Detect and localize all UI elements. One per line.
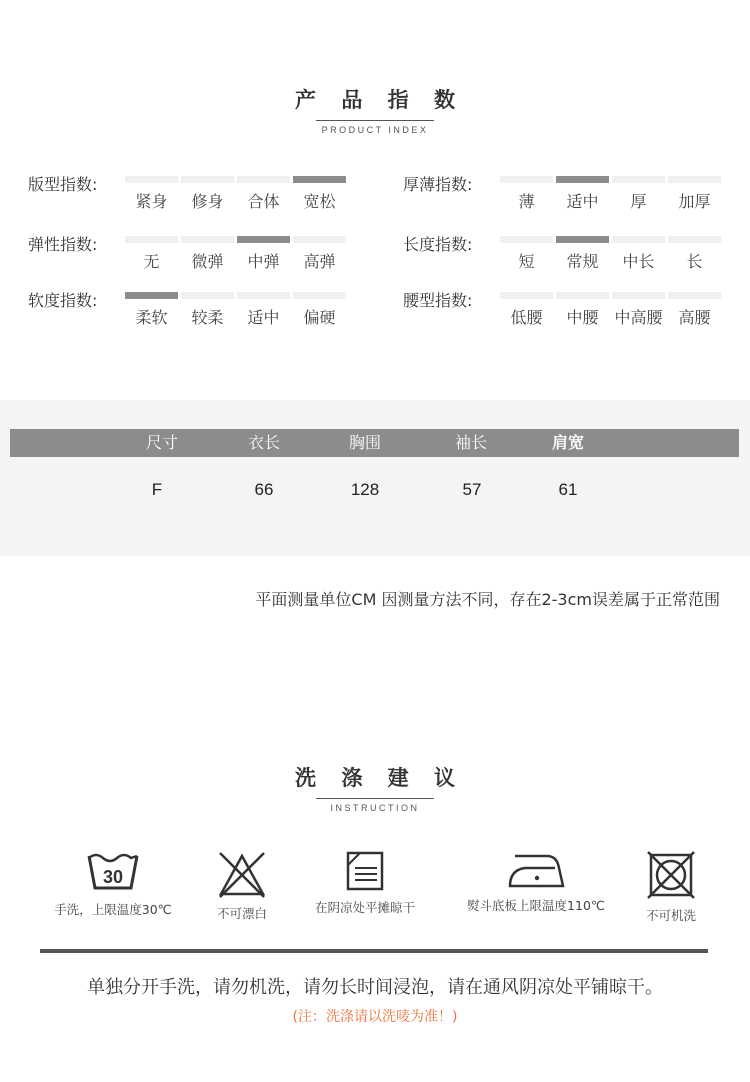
index-option: 中高腰	[614, 308, 663, 327]
wash-temp-number: 30	[102, 867, 124, 887]
index-bar	[293, 236, 346, 243]
index-bar	[181, 176, 234, 183]
index-option: 适中	[566, 192, 599, 211]
value-length: 66	[254, 480, 274, 499]
care-item-hand-wash	[43, 850, 183, 918]
index-bar	[500, 236, 553, 243]
measurement-note: 平面测量单位CM 因测量方法不同，存在2-3cm误差属于正常范围	[255, 590, 720, 609]
washing-heading	[0, 762, 750, 813]
index-bar	[237, 176, 290, 183]
index-bar	[612, 236, 665, 243]
product-index-heading	[0, 84, 750, 135]
index-label: 长度指数:	[403, 235, 473, 254]
care-item-no-bleach	[172, 850, 312, 922]
index-bar	[612, 292, 665, 299]
index-bar-selected	[556, 236, 609, 243]
dry-flat-in-shade-icon	[345, 850, 385, 892]
hand-wash-30-icon	[85, 850, 141, 894]
product-index-subtitle: PRODUCT INDEX	[321, 125, 429, 135]
care-item-iron	[466, 850, 606, 914]
title-underline	[316, 798, 434, 799]
care-divider	[40, 949, 708, 953]
index-option: 宽松	[303, 192, 336, 211]
index-label: 软度指数:	[28, 291, 98, 310]
washing-title: 洗 涤 建 议	[295, 766, 464, 790]
header-length: 衣长	[247, 433, 280, 452]
no-bleach-icon	[217, 850, 267, 898]
index-option: 修身	[191, 192, 224, 211]
header-sleeve: 袖长	[454, 433, 487, 452]
size-table-panel	[0, 400, 750, 556]
care-item-dry-flat	[295, 850, 435, 916]
care-caption: 熨斗底板上限温度110℃	[467, 898, 605, 913]
no-machine-dry-icon	[646, 850, 696, 900]
wash-note: (注：洗涤请以洗唛为准！)	[292, 1009, 458, 1025]
index-bar	[500, 292, 553, 299]
index-bar	[556, 292, 609, 299]
size-table-header	[10, 429, 739, 457]
index-option: 短	[518, 252, 535, 271]
index-option: 常规	[566, 252, 599, 271]
iron-low-icon	[507, 850, 565, 890]
index-option: 中腰	[566, 308, 599, 327]
index-option: 中长	[622, 252, 655, 271]
index-option: 紧身	[135, 192, 168, 211]
product-index-title: 产 品 指 数	[295, 88, 464, 112]
index-option: 低腰	[510, 308, 543, 327]
index-label: 弹性指数:	[28, 235, 98, 254]
index-label: 版型指数:	[28, 175, 98, 194]
index-bar	[668, 236, 721, 243]
index-option: 加厚	[678, 192, 711, 211]
header-shoulder: 肩宽	[551, 433, 584, 452]
index-bar	[237, 292, 290, 299]
index-bar	[125, 236, 178, 243]
index-bar	[668, 176, 721, 183]
index-option: 较柔	[191, 308, 224, 327]
index-bar-selected	[237, 236, 290, 243]
index-label: 厚薄指数:	[403, 175, 473, 194]
index-option: 高弹	[303, 252, 336, 271]
index-bar	[293, 292, 346, 299]
title-underline	[316, 120, 434, 121]
index-bar	[612, 176, 665, 183]
care-caption: 不可漂白	[216, 906, 267, 921]
wash-instruction: 单独分开手洗，请勿机洗，请勿长时间浸泡，请在通风阴凉处平铺晾干。	[87, 977, 663, 998]
index-bar	[500, 176, 553, 183]
index-bar	[181, 236, 234, 243]
index-option: 合体	[247, 192, 280, 211]
washing-subtitle: INSTRUCTION	[330, 803, 420, 813]
care-item-no-machine	[601, 850, 741, 924]
index-option: 微弹	[191, 252, 224, 271]
care-caption: 手洗，上限温度30℃	[54, 902, 172, 917]
index-bar-selected	[125, 292, 178, 299]
index-option: 中弹	[247, 252, 280, 271]
index-bar-selected	[556, 176, 609, 183]
index-bar-selected	[293, 176, 346, 183]
index-option: 柔软	[135, 308, 168, 327]
index-bar	[125, 176, 178, 183]
value-chest: 128	[350, 480, 380, 499]
index-label: 腰型指数:	[403, 291, 473, 310]
care-caption: 不可机洗	[645, 908, 696, 923]
header-chest: 胸围	[348, 433, 381, 452]
index-option: 偏硬	[303, 308, 336, 327]
index-bar	[181, 292, 234, 299]
value-shoulder: 61	[558, 480, 578, 499]
index-bar	[668, 292, 721, 299]
care-caption: 在阴凉处平摊晾干	[314, 900, 415, 915]
index-option: 适中	[247, 308, 280, 327]
value-size: F	[151, 480, 163, 499]
header-size: 尺寸	[145, 433, 178, 452]
index-option: 无	[143, 252, 160, 271]
index-option: 长	[686, 252, 703, 271]
index-option: 高腰	[678, 308, 711, 327]
index-option: 厚	[630, 192, 647, 211]
value-sleeve: 57	[462, 480, 482, 499]
index-option: 薄	[518, 192, 535, 211]
